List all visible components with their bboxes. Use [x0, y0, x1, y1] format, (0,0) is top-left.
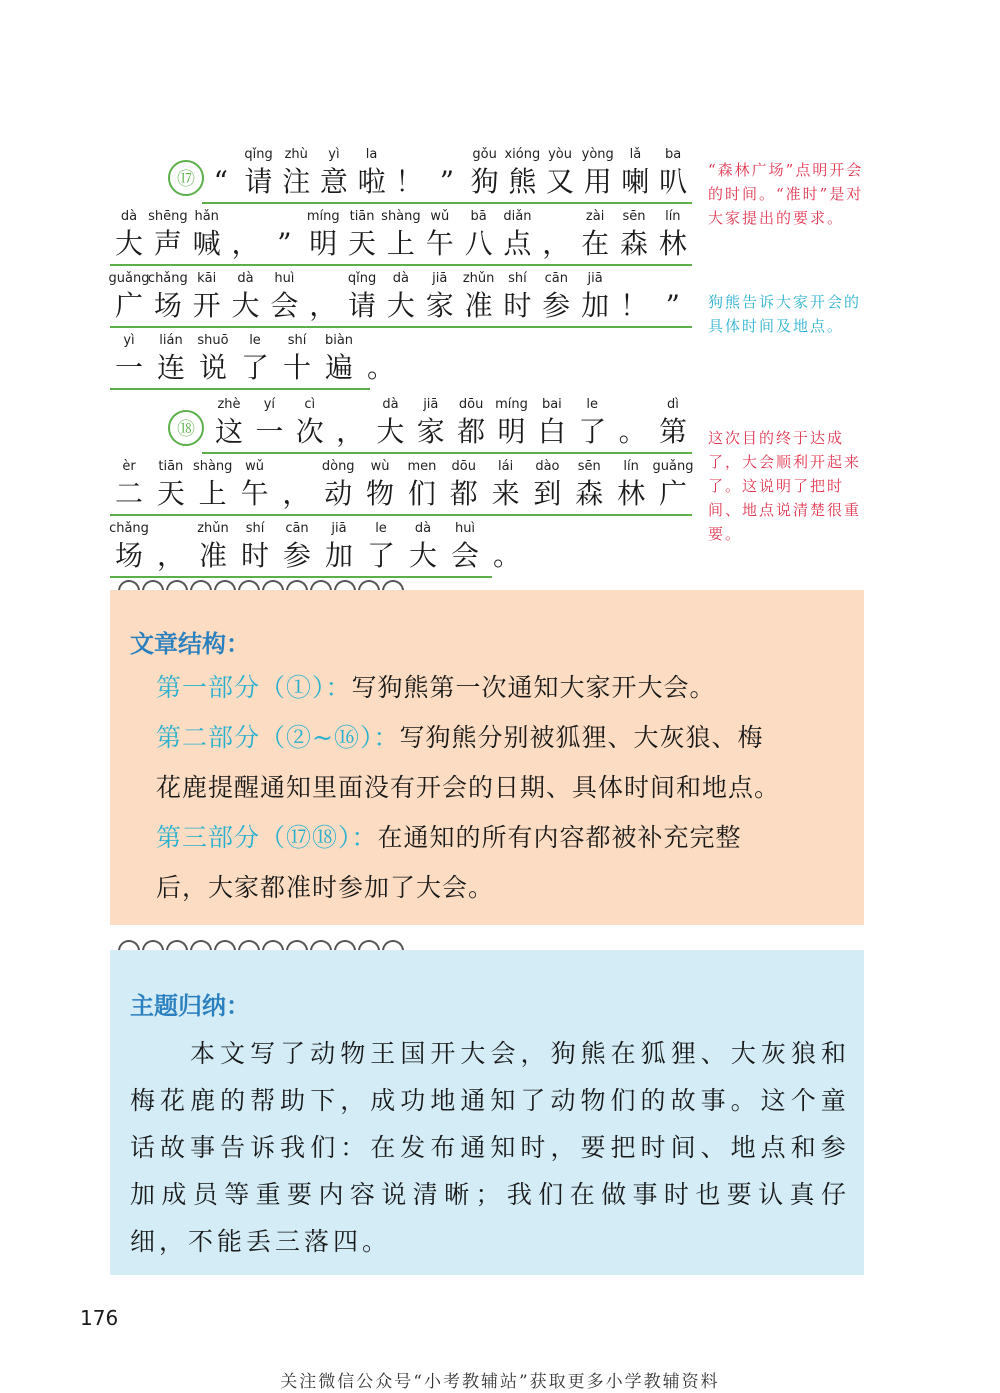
annotated-character [654, 146, 692, 200]
annotated-character [460, 270, 498, 324]
hanzi: 大 [114, 227, 143, 260]
pinyin: chǎng [109, 521, 149, 536]
pinyin: qǐng [244, 147, 273, 162]
pinyin: dà [120, 209, 138, 224]
punctuation [654, 270, 692, 324]
hanzi: 来 [491, 477, 520, 510]
pinyin: huì [274, 271, 295, 286]
margin-note-place: 狗熊告诉大家开会的具体时间及地点。 [708, 293, 862, 335]
pinyin: bai [541, 397, 562, 412]
hanzi: 了 [578, 415, 607, 448]
annotated-character [612, 458, 650, 512]
hanzi: 说 [198, 351, 227, 384]
pinyin: diǎn [503, 209, 532, 224]
pinyin: dào [535, 459, 560, 474]
pinyin: lín [665, 209, 681, 224]
hanzi: 家 [425, 289, 454, 322]
structure-part-1 [156, 668, 716, 704]
paragraph-number-18: ⑱ [168, 410, 204, 446]
hanzi: ， [336, 415, 365, 448]
part3-text-b: 后，大家都准时参加了大会。 [156, 873, 495, 902]
annotated-character [533, 396, 571, 450]
annotated-character [236, 520, 274, 574]
hanzi: 。 [492, 539, 521, 572]
annotated-character [319, 458, 357, 512]
pinyin: zài [585, 209, 605, 224]
annotated-character [110, 270, 148, 324]
pinyin: cān [285, 521, 309, 536]
pinyin: le [375, 521, 387, 536]
part3-text-a: 在通知的所有内容都被补充完整 [377, 823, 742, 852]
hanzi: ， [282, 477, 311, 510]
hanzi: 连 [156, 351, 185, 384]
pinyin: míng [495, 397, 528, 412]
pinyin: lín [623, 459, 639, 474]
pinyin: wǔ [245, 459, 264, 474]
pinyin: yì [123, 333, 135, 348]
pinyin: lǎ [629, 147, 642, 162]
annotated-character [541, 146, 579, 200]
hanzi: 二 [114, 477, 143, 510]
annotated-character [421, 208, 459, 262]
annotated-character [149, 208, 187, 262]
hanzi: 请 [348, 289, 377, 322]
theme-line: 细，不能丢三落四。 [130, 1227, 392, 1256]
hanzi: 声 [153, 227, 182, 260]
hanzi: 熊 [508, 165, 537, 198]
hanzi: 了 [240, 351, 269, 384]
hanzi: 白 [537, 415, 566, 448]
hanzi: 午 [240, 477, 269, 510]
annotated-character [110, 208, 148, 262]
pinyin: zhù [284, 147, 308, 162]
hanzi: ， [231, 227, 260, 260]
punctuation [331, 396, 369, 450]
punctuation [537, 208, 575, 262]
part3-label: 第三部分（⑰⑱）： [156, 823, 378, 852]
pinyin: biàn [324, 333, 354, 348]
pinyin: yì [328, 147, 340, 162]
annotated-character [573, 396, 611, 450]
pinyin: ba [664, 147, 682, 162]
hanzi: 。 [618, 415, 647, 448]
annotated-character [240, 146, 278, 200]
theme-box [110, 950, 864, 1275]
hanzi: 森 [619, 227, 648, 260]
annotated-character [188, 270, 226, 324]
annotated-character [194, 332, 232, 386]
part1-label: 第一部分（①）： [156, 673, 352, 702]
annotated-character [421, 270, 459, 324]
annotated-character [110, 458, 148, 512]
footer-note: 关注微信公众号“小考教辅站”获取更多小学教辅资料 [280, 1372, 720, 1392]
punctuation [265, 208, 303, 262]
annotated-character [498, 270, 536, 324]
annotated-character [654, 208, 692, 262]
punctuation [362, 332, 400, 386]
pinyin: zhǔn [197, 521, 229, 536]
hanzi: 森 [575, 477, 604, 510]
annotated-character [570, 458, 608, 512]
pinyin: dà [237, 271, 254, 286]
pinyin: yòng [581, 147, 614, 162]
hanzi: 准 [464, 289, 493, 322]
annotated-character [403, 458, 441, 512]
annotated-character [110, 332, 148, 386]
annotated-character [446, 520, 484, 574]
hanzi: ， [156, 539, 185, 572]
structure-box [110, 590, 864, 925]
annotated-character [460, 208, 498, 262]
annotated-character [617, 146, 655, 200]
pinyin: kāi [197, 271, 217, 286]
hanzi: 请 [244, 165, 273, 198]
pinyin: lián [159, 333, 183, 348]
pinyin: tiān [158, 459, 184, 474]
annotated-character [291, 396, 329, 450]
hanzi: “ [213, 165, 228, 198]
structure-part-2a [156, 718, 763, 754]
hanzi: 大 [231, 289, 260, 322]
punctuation [390, 146, 428, 200]
para17-line-1 [110, 140, 692, 200]
hanzi: 们 [407, 477, 436, 510]
pinyin: gǒu [472, 147, 497, 162]
pinyin: men [407, 459, 437, 474]
pinyin: zhǔn [462, 271, 495, 286]
hanzi: 上 [198, 477, 227, 510]
annotated-character [343, 270, 381, 324]
hanzi: 次 [295, 415, 324, 448]
punctuation [152, 520, 190, 574]
hanzi: 大 [408, 539, 437, 572]
annotated-character [466, 146, 504, 200]
hanzi: 时 [503, 289, 532, 322]
hanzi: 都 [449, 477, 478, 510]
hanzi: 场 [114, 539, 143, 572]
annotated-character [265, 270, 303, 324]
hanzi: 参 [542, 289, 571, 322]
pinyin: dà [392, 271, 410, 286]
pinyin: wù [370, 459, 390, 474]
hanzi: 遍 [324, 351, 353, 384]
theme-line: 本 文 写 了 动 物 王 国 开 大 会 ， 狗 熊 在 狐 狸 、 大 灰 狼 和 [190, 1039, 846, 1068]
page-number: 176 [80, 1306, 119, 1330]
pinyin: yòu [548, 147, 572, 162]
pinyin: xióng [504, 147, 541, 162]
punctuation [428, 146, 466, 200]
hanzi: 会 [270, 289, 299, 322]
pinyin: shí [508, 271, 527, 286]
pinyin: èr [122, 459, 136, 474]
annotated-character [579, 146, 617, 200]
hanzi: ！ [619, 289, 648, 322]
hanzi: ， [542, 227, 571, 260]
hanzi: 动 [324, 477, 353, 510]
hanzi: 天 [348, 227, 377, 260]
structure-part-3a [156, 818, 742, 854]
hanzi: 八 [464, 227, 493, 260]
pinyin: chǎng [147, 271, 188, 286]
pinyin: hǎn [194, 209, 219, 224]
hanzi: 场 [153, 289, 182, 322]
pinyin: sēn [622, 209, 646, 224]
structure-part-3b [156, 868, 494, 904]
punctuation [614, 396, 652, 450]
pinyin: wǔ [430, 209, 450, 224]
annotated-character [487, 458, 525, 512]
pinyin: shuō [197, 333, 229, 348]
hanzi: 准 [198, 539, 227, 572]
annotated-character [412, 396, 450, 450]
paragraph-number-17: ⑰ [168, 160, 204, 196]
annotated-character [537, 270, 575, 324]
annotated-character [250, 396, 288, 450]
hanzi: 物 [366, 477, 395, 510]
annotated-character [194, 458, 232, 512]
pinyin: dì [667, 397, 679, 412]
hanzi: 大 [376, 415, 405, 448]
part2-text-a: 写狗熊分别被狐狸、大灰狼、梅 [399, 723, 764, 752]
annotated-character [445, 458, 483, 512]
annotated-character [493, 396, 531, 450]
hanzi: 大 [386, 289, 415, 322]
pinyin: cì [304, 397, 316, 412]
pinyin: guǎng [108, 271, 150, 286]
pinyin: zhè [217, 397, 241, 412]
hanzi: ， [309, 289, 338, 322]
pinyin: jiā [432, 271, 448, 286]
pinyin: jiā [331, 521, 347, 536]
hanzi: 第 [658, 415, 687, 448]
hanzi: 上 [386, 227, 415, 260]
annotated-character [278, 332, 316, 386]
para18-line-3 [110, 514, 692, 574]
pinyin: shàng [192, 459, 233, 474]
hanzi: 午 [425, 227, 454, 260]
annotated-character [382, 270, 420, 324]
pinyin: dōu [458, 397, 484, 412]
annotated-character [210, 396, 248, 450]
punctuation [304, 270, 342, 324]
hanzi: 。 [366, 351, 395, 384]
hanzi: 这 [214, 415, 243, 448]
pinyin: huì [454, 521, 476, 536]
theme-line: 梅 花 鹿 的 帮 助 下 ， 成 功 地 通 知 了 动 物 们 的 故 事 。 这 个 童 [130, 1086, 846, 1115]
annotated-character [615, 208, 653, 262]
hanzi: ！ [395, 165, 424, 198]
para18-line-2 [110, 452, 692, 512]
para17-line-3 [110, 264, 692, 324]
part2-text-b: 花鹿提醒通知里面没有开会的日期、具体时间和地点。 [156, 773, 781, 802]
hanzi: 又 [546, 165, 575, 198]
annotated-character [528, 458, 566, 512]
annotated-character [371, 396, 409, 450]
hanzi: 啦 [357, 165, 386, 198]
annotated-character [277, 146, 315, 200]
annotated-character [188, 208, 226, 262]
hanzi: 明 [309, 227, 338, 260]
margin-note-result: 这次目的终于达成了，大会顺利开起来了。这说明了把时间、地点说清楚很重要。 [708, 429, 862, 543]
hanzi: 家 [416, 415, 445, 448]
pinyin: bā [470, 209, 487, 224]
hanzi: 参 [282, 539, 311, 572]
annotated-character [504, 146, 542, 200]
punctuation [615, 270, 653, 324]
pinyin: la [365, 147, 378, 162]
hanzi: 都 [457, 415, 486, 448]
annotated-character [315, 146, 353, 200]
hanzi: 广 [658, 477, 687, 510]
hanzi: 一 [255, 415, 284, 448]
theme-line: 话 故 事 告 诉 我 们 ： 在 发 布 通 知 时 ， 要 把 时 间 、 地 点 和 参 [130, 1133, 846, 1162]
hanzi: 一 [114, 351, 143, 384]
pinyin: sēn [577, 459, 601, 474]
pinyin: jiā [423, 397, 439, 412]
pinyin: lái [497, 459, 514, 474]
annotated-character [576, 208, 614, 262]
hanzi: 在 [581, 227, 610, 260]
annotated-character [152, 458, 190, 512]
annotated-character [404, 520, 442, 574]
annotated-character [278, 520, 316, 574]
pinyin: qǐng [347, 271, 377, 286]
pinyin: guǎng [652, 459, 694, 474]
punctuation [488, 520, 526, 574]
para17-line-2 [110, 202, 692, 262]
annotated-character [353, 146, 391, 200]
annotated-character [576, 270, 614, 324]
annotated-character [452, 396, 490, 450]
hanzi: 林 [617, 477, 646, 510]
hanzi: ” [277, 227, 292, 260]
hanzi: 天 [156, 477, 185, 510]
annotated-character [361, 458, 399, 512]
hanzi: 喇 [621, 165, 650, 198]
annotated-character [152, 332, 190, 386]
annotated-character [320, 332, 358, 386]
hanzi: 广 [114, 289, 143, 322]
hanzi: 了 [366, 539, 395, 572]
annotated-character [149, 270, 187, 324]
punctuation [202, 146, 240, 200]
pinyin: shí [287, 333, 307, 348]
annotated-character [654, 458, 692, 512]
hanzi: 意 [319, 165, 348, 198]
hanzi: 明 [497, 415, 526, 448]
pinyin: míng [306, 209, 340, 224]
hanzi: 林 [658, 227, 687, 260]
hanzi: 点 [503, 227, 532, 260]
hanzi: 叭 [659, 165, 688, 198]
para18-line-1 [110, 390, 692, 450]
theme-title: 主题归纳： [130, 992, 250, 1020]
hanzi: 加 [324, 539, 353, 572]
pinyin: le [586, 397, 599, 412]
annotated-character [362, 520, 400, 574]
hanzi: 用 [583, 165, 612, 198]
pinyin: shí [245, 521, 265, 536]
theme-line: 加 成 员 等 重 要 内 容 说 清 晰 ； 我 们 在 做 事 时 也 要 认 真 仔 [130, 1180, 846, 1209]
hanzi: 会 [450, 539, 479, 572]
para17-line-4 [110, 326, 692, 386]
pinyin: shàng [381, 209, 421, 224]
pinyin: yí [263, 397, 276, 412]
punctuation [227, 208, 265, 262]
annotated-character [304, 208, 342, 262]
hanzi: 喊 [192, 227, 221, 260]
hanzi: ” [439, 165, 455, 198]
pinyin: le [249, 333, 261, 348]
annotated-character [320, 520, 358, 574]
pinyin: shēng [148, 209, 188, 224]
pinyin: dōu [451, 459, 476, 474]
hanzi: 时 [240, 539, 269, 572]
margin-note-time: “森林广场”点明开会的时间。“准时”是对大家提出的要求。 [708, 161, 864, 227]
hanzi: 加 [581, 289, 610, 322]
annotated-character [236, 332, 274, 386]
annotated-character [194, 520, 232, 574]
structure-part-2b [156, 768, 780, 804]
pinyin: dòng [321, 459, 355, 474]
hanzi: ” [665, 289, 680, 322]
hanzi: 到 [533, 477, 562, 510]
pinyin: cān [544, 271, 568, 286]
hanzi: 注 [282, 165, 311, 198]
hanzi: 开 [192, 289, 221, 322]
pinyin: jiā [587, 271, 603, 286]
annotated-character [236, 458, 274, 512]
pinyin: tiān [349, 209, 375, 224]
pinyin: dà [414, 521, 432, 536]
hanzi: 狗 [470, 165, 499, 198]
hanzi: 十 [282, 351, 311, 384]
pinyin: dà [382, 397, 399, 412]
part1-text: 写狗熊第一次通知大家开大会。 [351, 673, 716, 702]
annotated-character [227, 270, 265, 324]
annotated-character [110, 520, 148, 574]
annotated-character [498, 208, 536, 262]
annotated-character [343, 208, 381, 262]
annotated-character [654, 396, 692, 450]
structure-title: 文章结构： [130, 630, 250, 658]
annotated-character [382, 208, 420, 262]
part2-label: 第二部分（②~⑯）： [156, 723, 400, 752]
punctuation [277, 458, 315, 512]
